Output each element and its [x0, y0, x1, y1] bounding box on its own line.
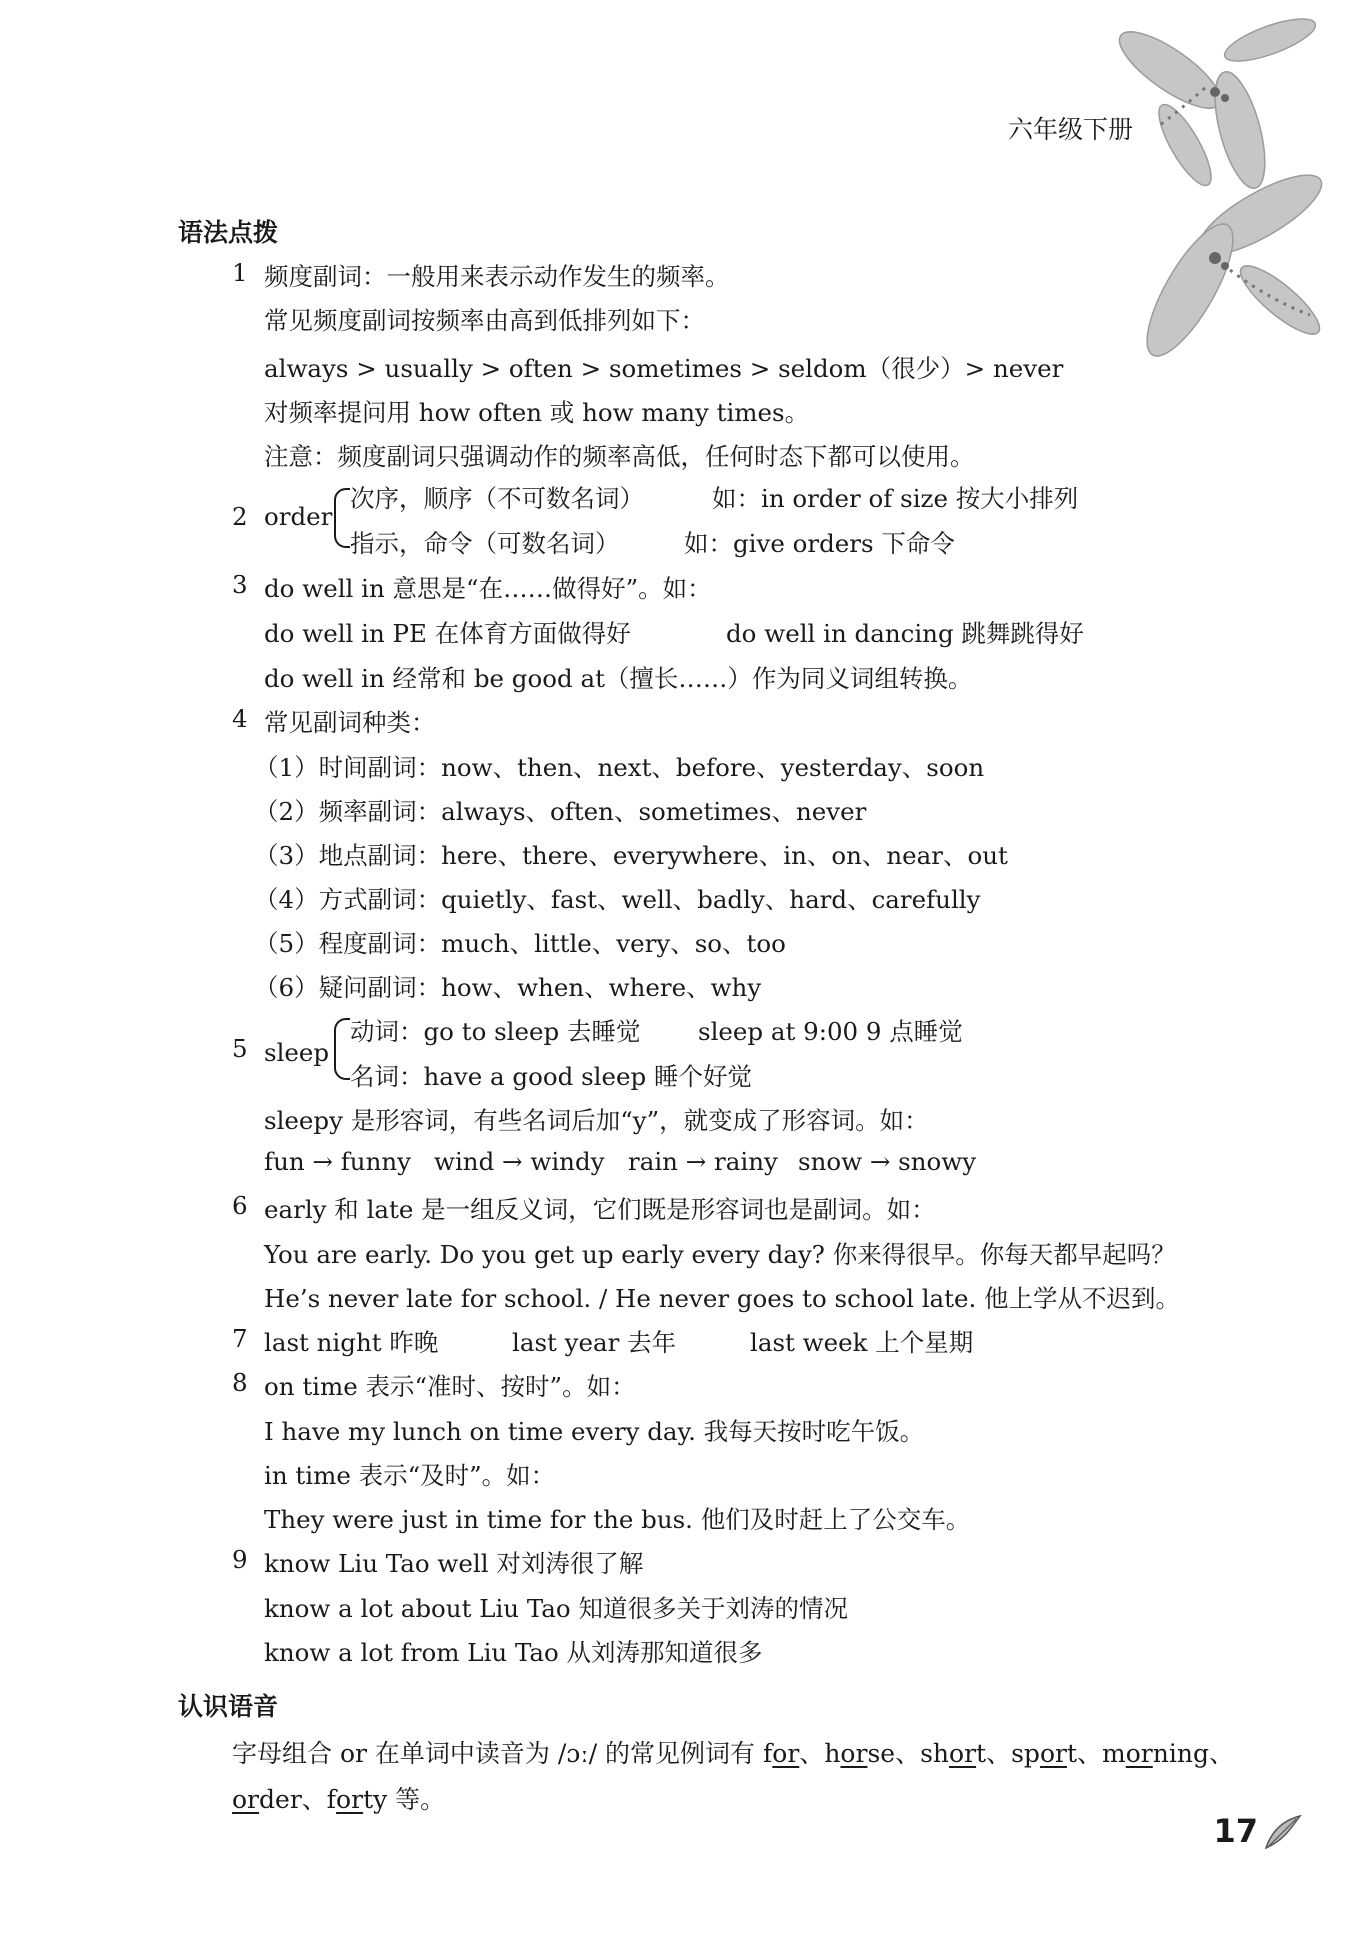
item-text: 名词：have a good sleep 睡个好觉: [350, 1062, 752, 1091]
item-text: know a lot from Liu Tao 从刘涛那知道很多: [264, 1638, 763, 1667]
item-number: 4: [232, 704, 248, 733]
phonics-word-order: order: [232, 1785, 302, 1814]
item-text: 如：give orders 下命令: [684, 529, 955, 558]
item-text: 常见频度副词按频率由高到低排列如下：: [264, 306, 705, 335]
sub-item: （4）方式副词：quietly、fast、well、badly、hard、carefully: [254, 885, 981, 914]
item-text: in time 表示“及时”。如：: [264, 1461, 556, 1490]
phonics-word-for: for: [763, 1739, 800, 1768]
item-text: do well in dancing 跳舞跳得好: [726, 619, 1084, 648]
phonics-line-2: order、forty 等。: [232, 1785, 446, 1814]
item-number: 7: [232, 1324, 248, 1353]
section-title-phonics: 认识语音: [178, 1692, 279, 1721]
item-text: 指示，命令（可数名词）: [350, 529, 620, 558]
brace-word: order: [264, 502, 333, 531]
example-word: fun → funny: [264, 1147, 411, 1176]
dragonfly-decoration: [0, 0, 1350, 400]
phonics-word-horse: horse: [824, 1739, 896, 1768]
item-text: He’s never late for school. / He never goes to school late. 他上学从不迟到。: [264, 1284, 1181, 1313]
item-text: early 和 late 是一组反义词，它们既是形容词也是副词。如：: [264, 1195, 936, 1224]
item-text: last week 上个星期: [750, 1328, 974, 1357]
item-text: last year 去年: [512, 1328, 677, 1357]
phonics-intro: 字母组合 or 在单词中读音为 /ɔː/ 的常见例词有: [232, 1739, 764, 1768]
sub-item: （1）时间副词：now、then、next、before、yesterday、soon: [254, 753, 985, 782]
item-text: 动词：go to sleep 去睡觉: [350, 1017, 641, 1046]
phonics-word-short: short: [920, 1739, 987, 1768]
item-text: They were just in time for the bus. 他们及时赶上了公交车。: [264, 1505, 971, 1534]
item-text: 对频率提问用 how often 或 how many times。: [264, 398, 810, 427]
phonics-word-sport: sport: [1011, 1739, 1077, 1768]
header-title: 六年级下册: [1008, 115, 1134, 144]
item-text: sleep at 9:00 9 点睡觉: [698, 1017, 963, 1046]
example-word: snow → snowy: [798, 1147, 977, 1176]
item-text: I have my lunch on time every day. 我每天按时吃午饭。: [264, 1417, 925, 1446]
item-text: 次序，顺序（不可数名词）: [350, 484, 644, 513]
section-title-grammar: 语法点拨: [178, 218, 279, 247]
leaf-icon: [1262, 1812, 1302, 1852]
sub-item: （6）疑问副词：how、when、where、why: [254, 973, 762, 1002]
item-number: 3: [232, 570, 248, 599]
page-number: 17: [1213, 1812, 1258, 1850]
sub-item: （5）程度副词：much、little、very、so、too: [254, 929, 786, 958]
example-word: rain → rainy: [628, 1147, 778, 1176]
item-text: 频度副词：一般用来表示动作发生的频率。: [264, 262, 730, 291]
item-number: 2: [232, 502, 248, 531]
example-word: wind → windy: [434, 1147, 605, 1176]
item-text: 常见副词种类：: [264, 708, 436, 737]
item-text: sleepy 是形容词，有些名词后加“y”，就变成了形容词。如：: [264, 1106, 929, 1135]
item-text: last night 昨晚: [264, 1328, 439, 1357]
item-text: know Liu Tao well 对刘涛很了解: [264, 1549, 644, 1578]
sub-item: （3）地点副词：here、there、everywhere、in、on、near、out: [254, 841, 1008, 870]
item-text: on time 表示“准时、按时”。如：: [264, 1372, 636, 1401]
phonics-word-forty: forty: [326, 1785, 388, 1814]
brace-word: sleep: [264, 1038, 330, 1067]
item-number: 9: [232, 1545, 248, 1574]
phonics-line-1: 字母组合 or 在单词中读音为 /ɔː/ 的常见例词有 for、horse、short、sport、morning、: [232, 1739, 1234, 1768]
item-text: do well in 意思是“在……做得好”。如：: [264, 574, 712, 603]
item-number: 5: [232, 1034, 248, 1063]
item-text: You are early. Do you get up early every day? 你来得很早。你每天都早起吗？: [264, 1240, 1176, 1269]
item-text: always > usually > often > sometimes > seldom（很少）> never: [264, 354, 1064, 383]
item-text: 注意：频度副词只强调动作的频率高低，任何时态下都可以使用。: [264, 442, 975, 471]
item-number: 6: [232, 1191, 248, 1220]
item-number: 8: [232, 1368, 248, 1397]
item-text: do well in 经常和 be good at（擅长……）作为同义词组转换。: [264, 664, 973, 693]
sub-item: （2）频率副词：always、often、sometimes、never: [254, 797, 867, 826]
item-number: 1: [232, 258, 248, 287]
item-text: know a lot about Liu Tao 知道很多关于刘涛的情况: [264, 1594, 848, 1623]
item-text: 如：in order of size 按大小排列: [712, 484, 1079, 513]
item-text: do well in PE 在体育方面做得好: [264, 619, 631, 648]
brace: [334, 1018, 350, 1080]
phonics-word-morning: morning: [1102, 1739, 1209, 1768]
brace: [334, 488, 350, 548]
